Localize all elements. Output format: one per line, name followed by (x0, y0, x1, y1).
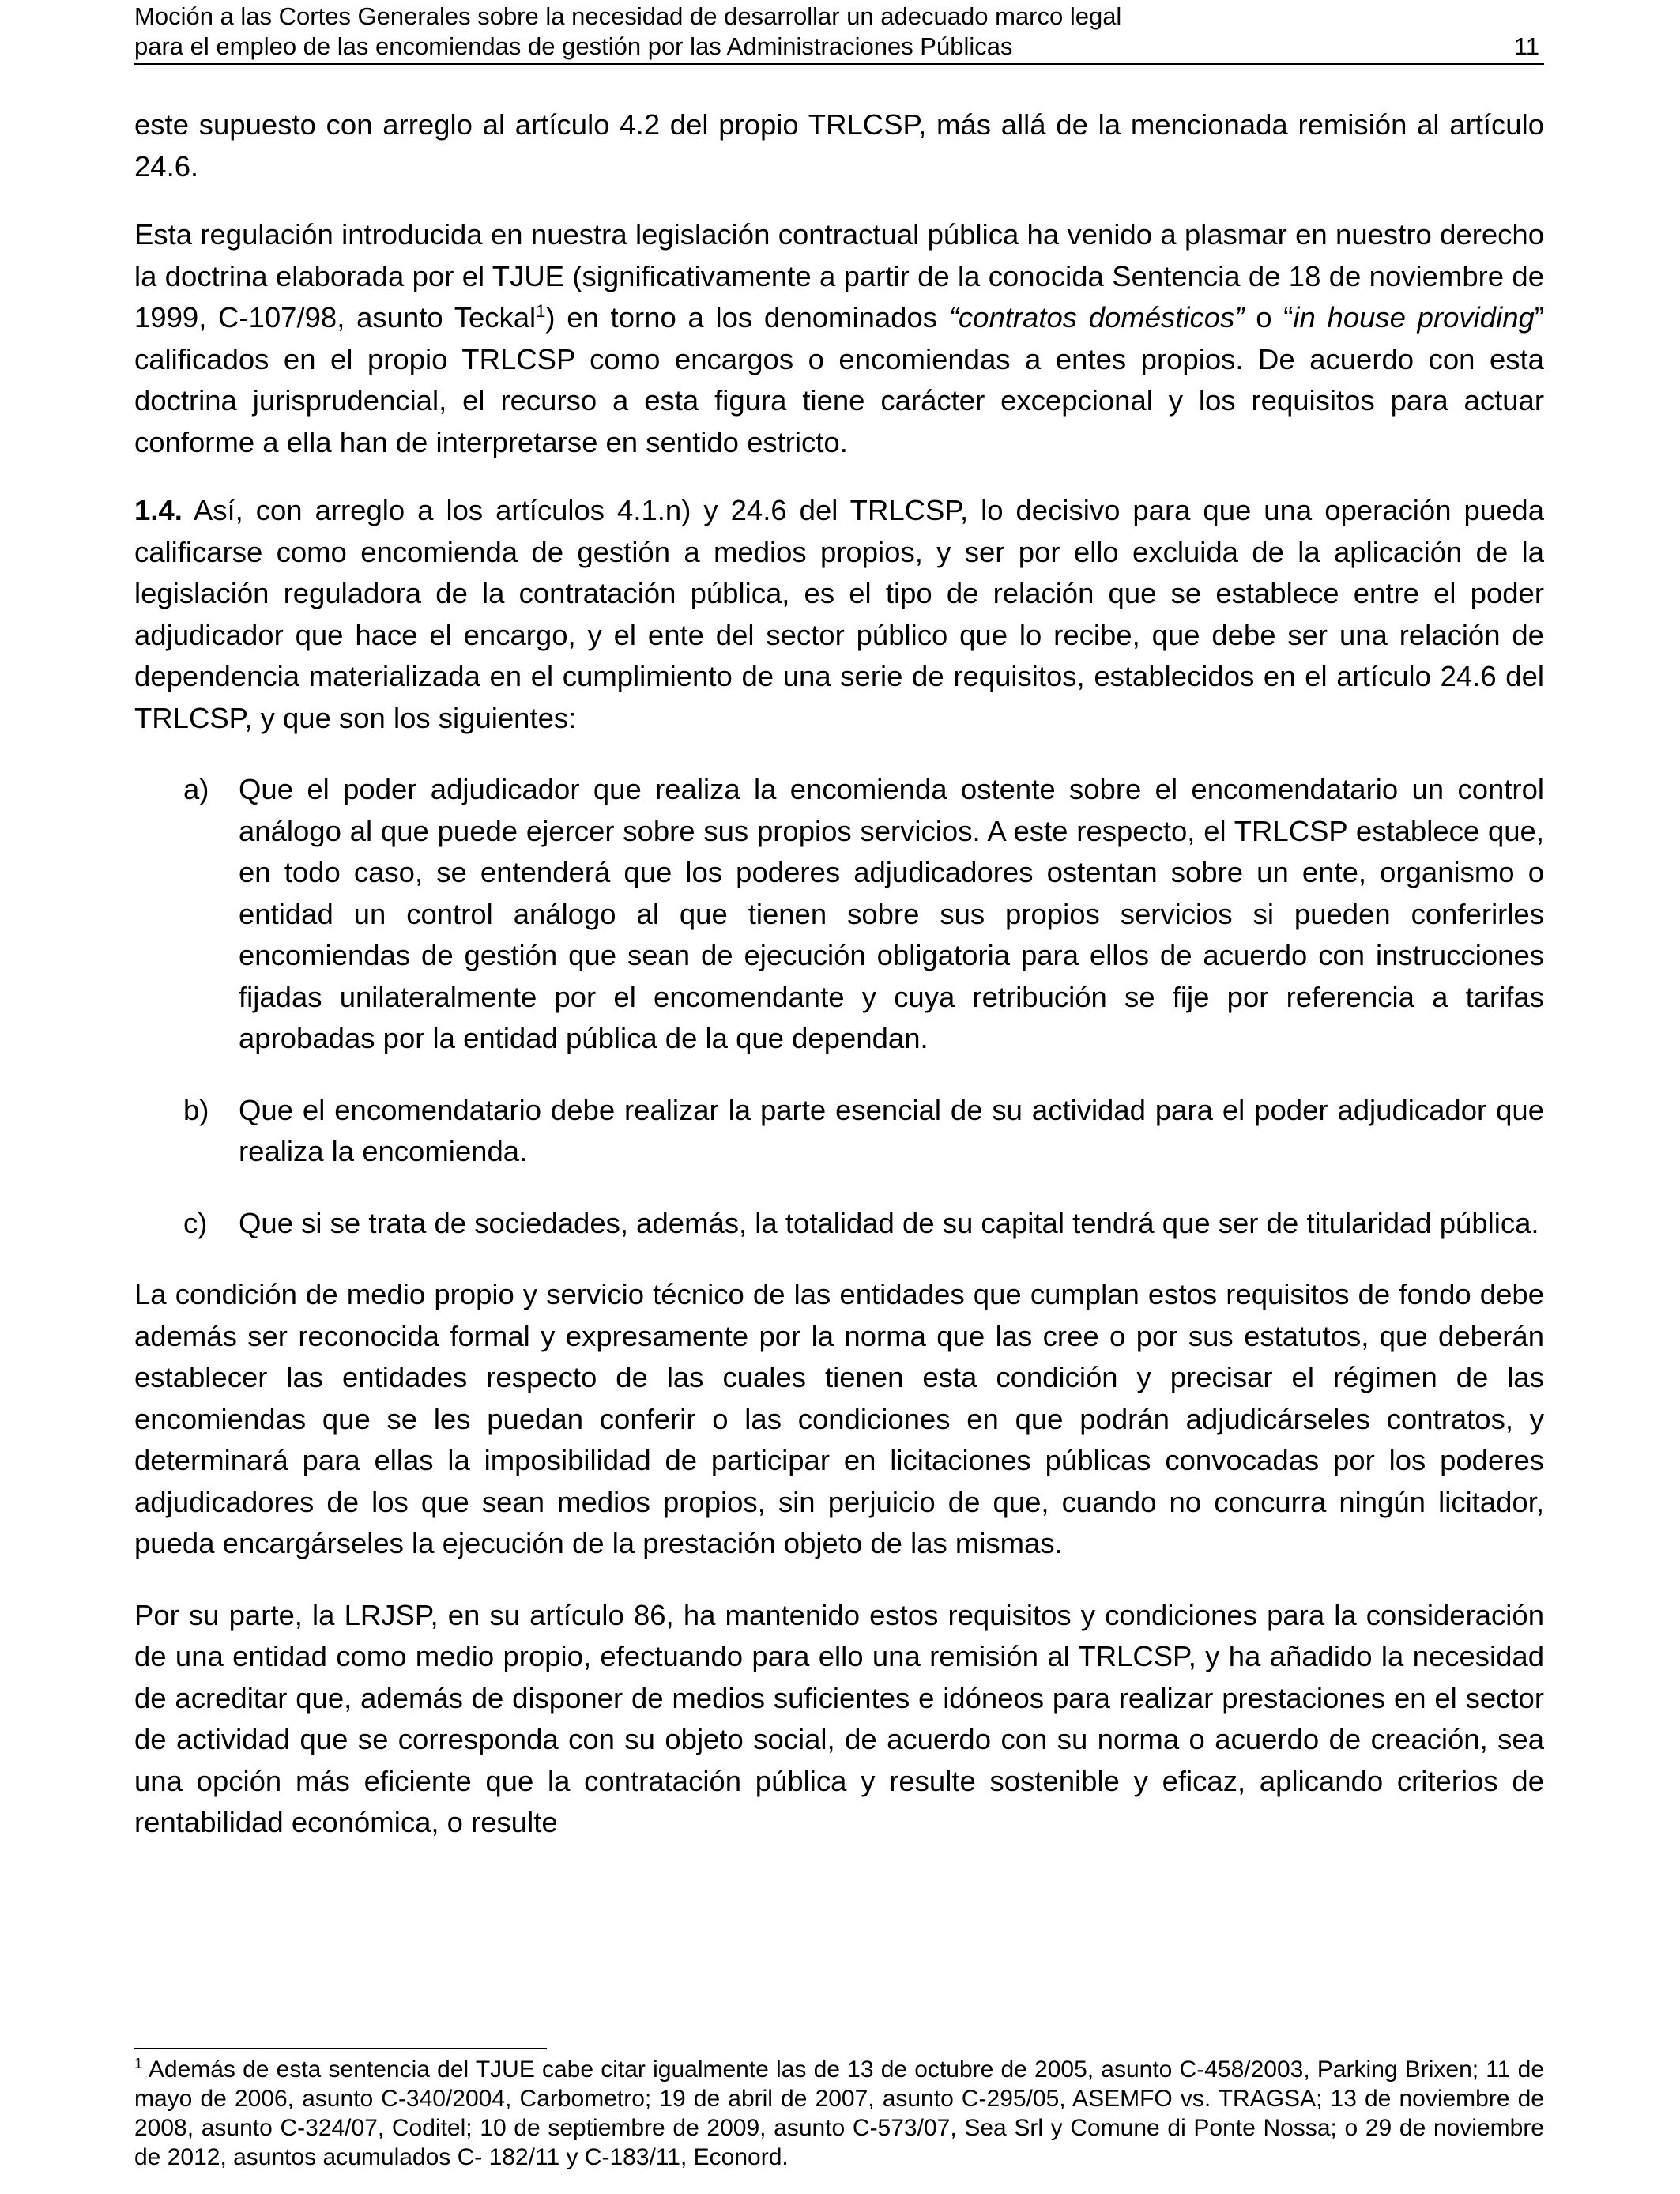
paragraph-3-text: Así, con arreglo a los artículos 4.1.n) y 24.6 del TRLCSP, lo decisivo para que una operación pueda calificarse como encomienda de gestión a medios propios, y ser por ello excluida de la aplicación de la legislación reguladora de la contratación pública, es el tipo de relación que se establece entre el poder adjudicador que hace el encargo, y el ente del sector público que lo recibe, que debe ser una relación de dependencia materializada en el cumplimiento de una serie de requisitos, establecidos en el artículo 24.6 del TRLCSP, y que son los siguientes: (134, 494, 1544, 734)
paragraph-4: La condición de medio propio y servicio técnico de las entidades que cumplan estos requisitos de fondo debe además ser reconocida formal y expresamente por la norma que las cree o por sus estatutos, que deberán establecer las entidades respecto de las cuales tienen esta condición y precisar el régimen de las encomiendas que se les puedan conferir o las condiciones en que podrán adjudicárseles contratos, y determinará para ellas la imposibilidad de participar en licitaciones públicas convocadas por los poderes adjudicadores de los que sean medios propios, sin perjuicio de que, cuando no concurra ningún licitador, pueda encargárseles la ejecución de la prestación objeto de las mismas. (134, 1278, 1544, 1559)
paragraph-2-text-a: Esta regulación introducida en nuestra legislación contractual pública ha venido a plasmar en nuestro derecho la doctrina elaborada por el TJUE (significativamente a partir de la conocida Sentencia de 18 de noviembre de 1999, C-107/98, asunto Teckal (134, 218, 1544, 334)
footnote-reference: 1 (536, 300, 546, 321)
header-title-line-2: para el empleo de las encomiendas de gestión por las Administraciones Públicas (134, 32, 1013, 60)
list-marker: b) (183, 1093, 209, 1126)
page-header (134, 2, 1544, 65)
document-body (134, 104, 1544, 1844)
paragraph-3 (134, 490, 1544, 739)
page-number: 11 (1513, 32, 1539, 60)
list-item-text: Que el encomendatario debe realizar la parte esencial de su actividad para el poder adjudicador que realiza la encomienda. (239, 1093, 1544, 1167)
paragraph-5: Por su parte, la LRJSP, en su artículo 86, ha mantenido estos requisitos y condiciones para la consideración de una entidad como medio propio, efectuando para ello una remisión al TRLCSP, y ha añadido la necesidad de acreditar que, además de disponer de medios suficientes e idóneos para realizar prestaciones en el sector de actividad que se corresponda con su objeto social, de acuerdo con su norma o acuerdo de creación, sea una opción más eficiente que la contratación pública y resulte sostenible y eficaz, aplicando criterios de rentabilidad económica, o resulte (134, 1598, 1544, 1838)
paragraph-2-italic-1: “contratos domésticos” (948, 301, 1245, 334)
footnote-text: Además de esta sentencia del TJUE cabe citar igualmente las de 13 de octubre de 2005, asunto C-458/2003, Parking Brixen; 11 de mayo de 2006, asunto C-340/2004, Carbometro; 19 de abril de 2007, asunto C-295/05, ASEMFO vs. TRAGSA; 13 de noviembre de 2008, asunto C-324/07, Coditel; 10 de septiembre de 2009, asunto C-573/07, Sea Srl y Comune di Ponte Nossa; o 29 de noviembre de 2012, asuntos acumulados C- 182/11 y C-183/11, Econord. (134, 2056, 1544, 2170)
list-item-text: Que si se trata de sociedades, además, la totalidad de su capital tendrá que ser de titularidad pública. (239, 1206, 1539, 1239)
requirements-list (134, 769, 1544, 1244)
header-title-line-1: Moción a las Cortes Generales sobre la necesidad de desarrollar un adecuado marco legal (134, 2, 1122, 30)
paragraph-2-italic-2: in house providing (1293, 301, 1535, 334)
list-item (134, 1203, 1544, 1245)
paragraph-2-text-b: ) en torno a los denominados (545, 301, 949, 334)
list-marker: a) (183, 773, 209, 805)
paragraph-2-text-d: ” calificados en el propio TRLCSP como encargos o encomiendas a entes propios. De acuerdo con esta doctrina jurisprudencial, el recurso a esta figura tiene carácter excepcional y los requisitos para actuar conforme a ella han de interpretarse en sentido estricto. (134, 301, 1544, 458)
paragraph-1: este supuesto con arreglo al artículo 4.2 del propio TRLCSP, más allá de la mencionada remisión al artículo 24.6. (134, 108, 1544, 183)
list-item-text: Que el poder adjudicador que realiza la encomienda ostente sobre el encomendatario un control análogo al que puede ejercer sobre sus propios servicios. A este respecto, el TRLCSP establece que, en todo caso, se entenderá que los poderes adjudicadores ostentan sobre un ente, organismo o entidad un control análogo al que tienen sobre sus propios servicios si pueden conferirles encomiendas de gestión que sean de ejecución obligatoria para ellos de acuerdo con instrucciones fijadas unilateralmente por el encomendante y cuya retribución se fije por referencia a tarifas aprobadas por la entidad pública de la que dependan. (239, 773, 1544, 1054)
list-marker: c) (183, 1206, 208, 1239)
list-item (134, 1090, 1544, 1173)
paragraph-2 (134, 214, 1544, 463)
footnote (134, 2055, 1544, 2172)
paragraph-2-text-c: o “ (1244, 301, 1294, 334)
footnote-number: 1 (134, 2055, 143, 2071)
footnote-separator (134, 2048, 547, 2049)
section-number: 1.4. (134, 494, 183, 526)
list-item (134, 769, 1544, 1060)
